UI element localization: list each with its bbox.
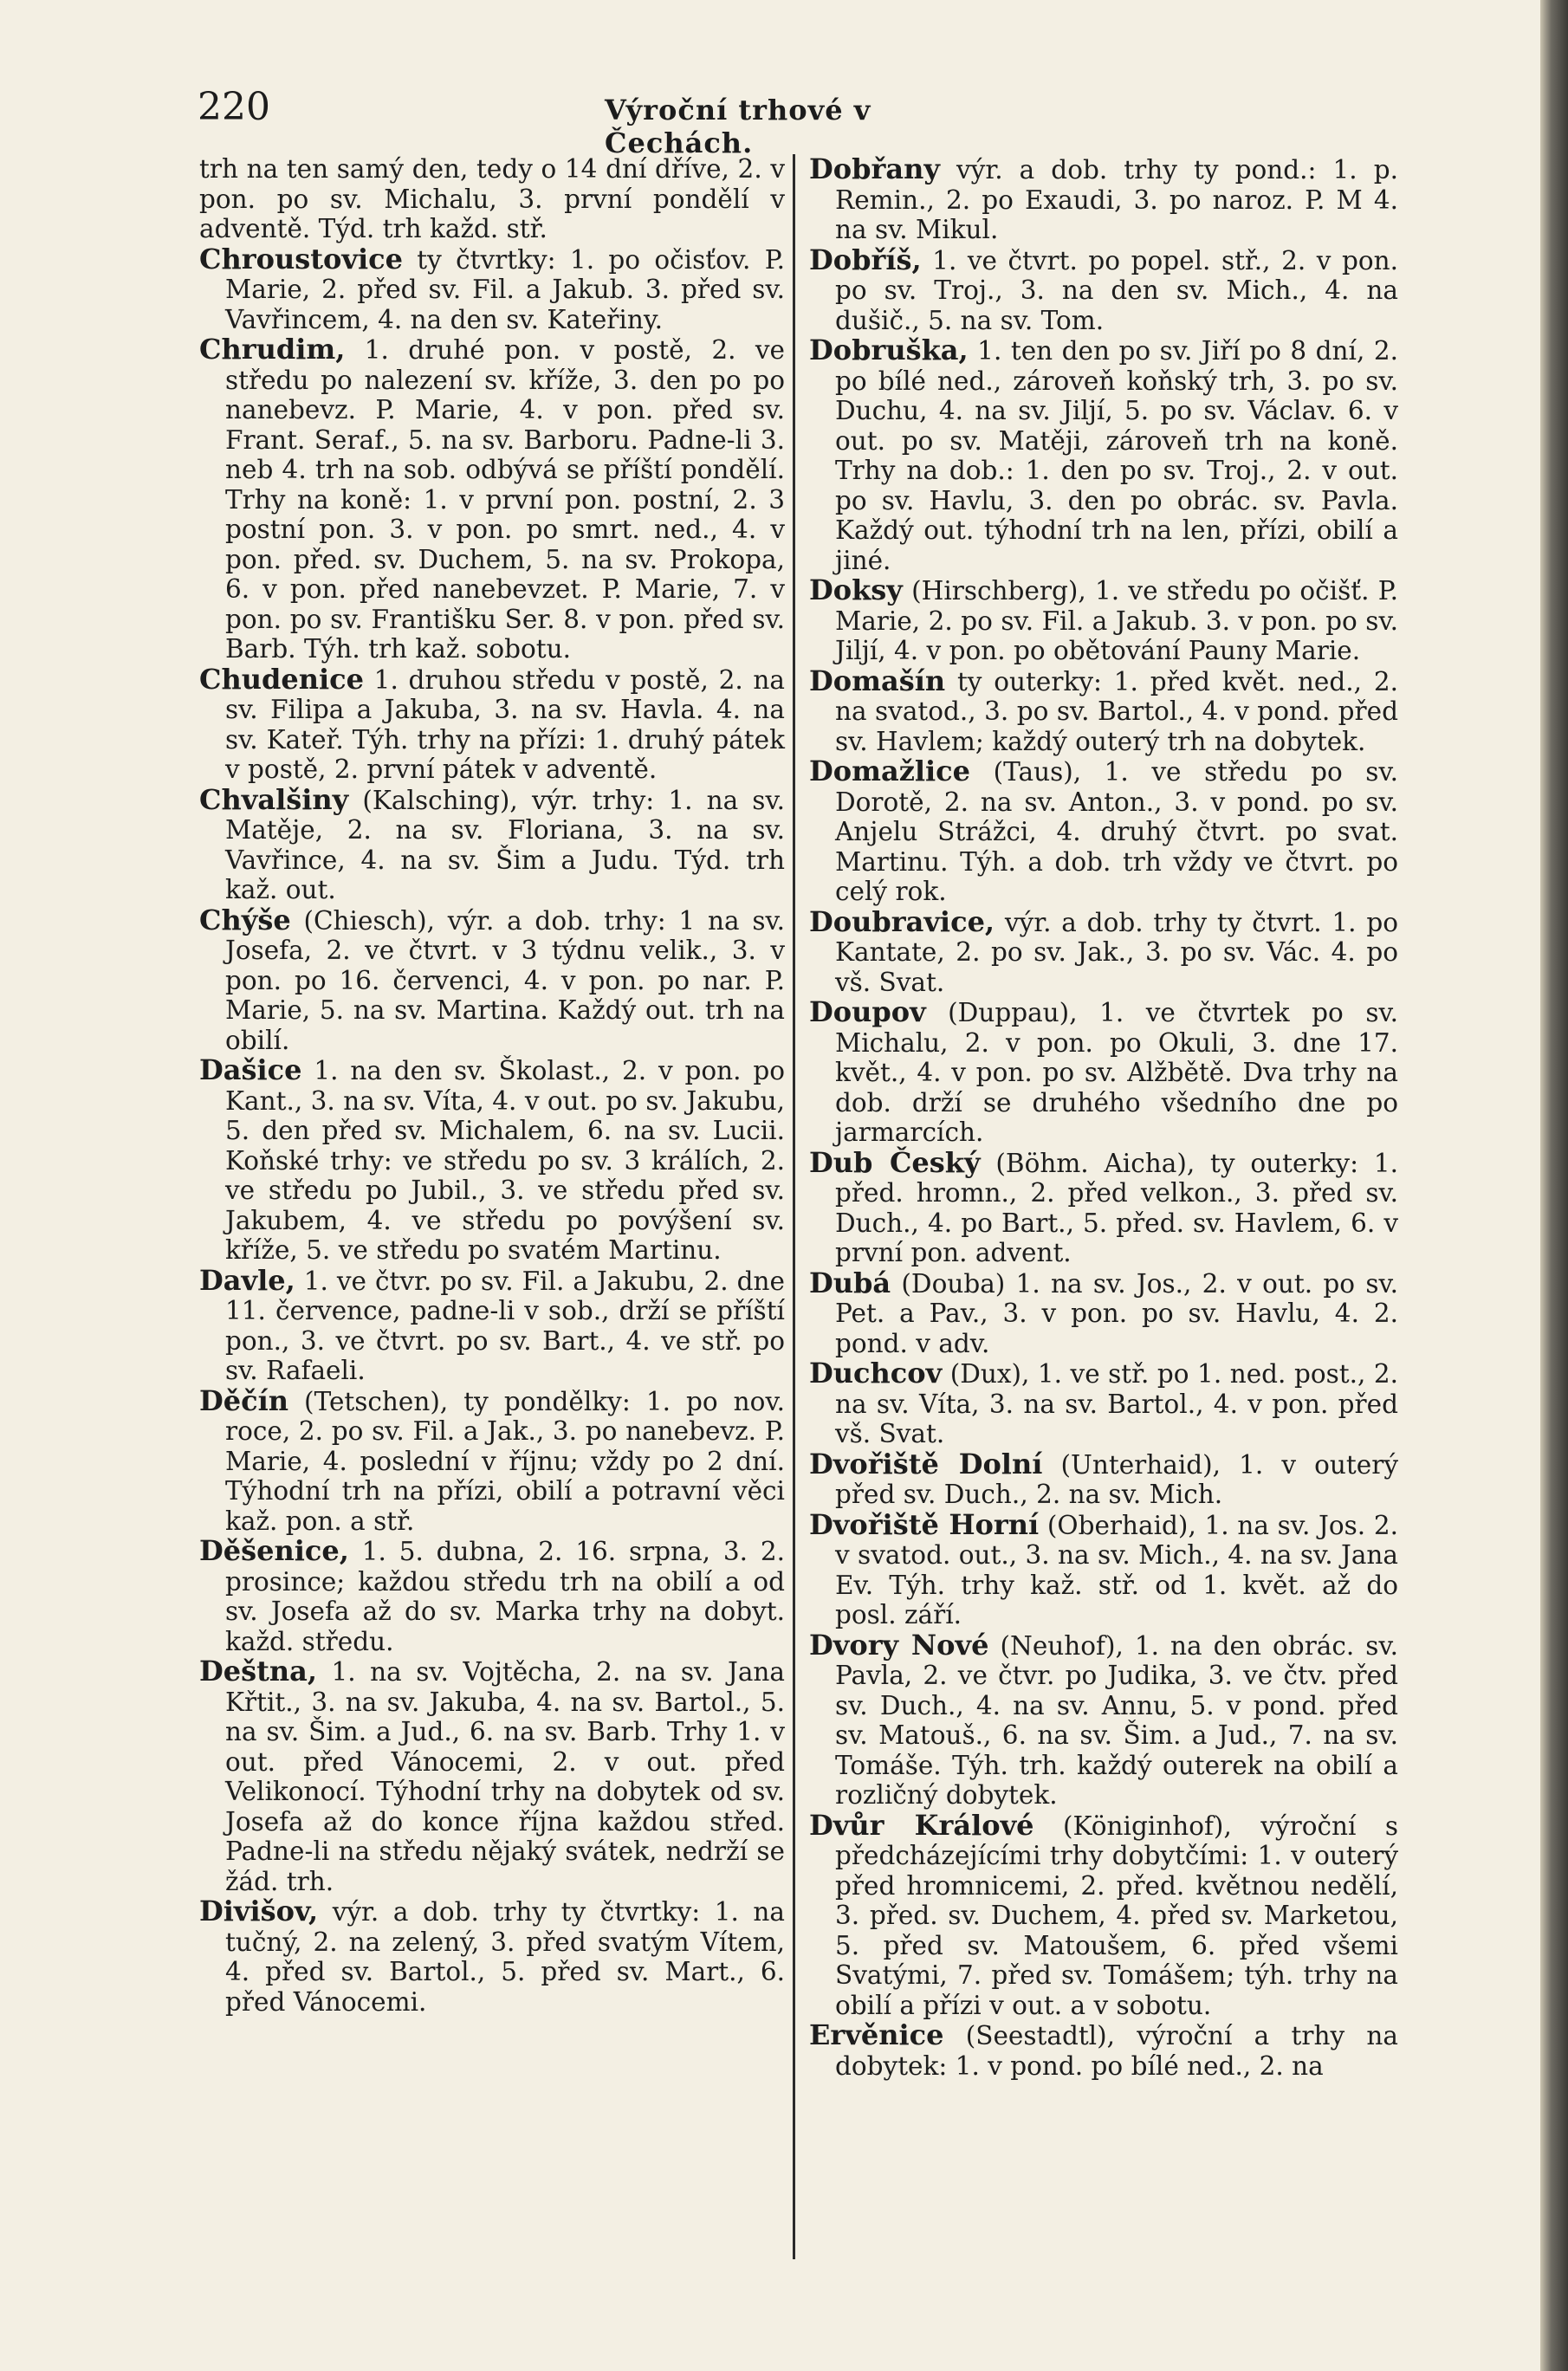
entry-text: 1. ve čtvr. po sv. Fil. a Jakubu, 2. dne 11. července, padne-li v sob., drží se příští pon., 3. ve čtvrt. po sv. Bart., 4. ve stř. po sv. Rafaeli. bbox=[225, 1266, 785, 1385]
entry bbox=[199, 1383, 785, 1537]
running-title: Výroční trhové v Čechách. bbox=[605, 94, 871, 159]
book-spine-edge bbox=[1540, 0, 1568, 2371]
entry bbox=[809, 575, 1398, 666]
entry-text: (Hirschberg), 1. ve středu po očišť. P. Marie, 2. po sv. Fil. a Jakub. 3. v pon. po sv. Jiljí, 4. v pon. po obětování Pauny Marie. bbox=[835, 576, 1398, 665]
left-column bbox=[199, 154, 785, 2017]
entry-text: (Königinhof), výroční s předcházejícími trhy dobytčími: 1. v outerý před hromnicemi, 2. před. květnou nedělí, 3. před. sv. Duchem, 4. před sv. Marketou, 5. před sv. Matoušem, 6. před všemi Svatými, 7. před sv. Tomášem; týh. trhy na obilí a přízi v out. a v sobotu. bbox=[835, 1811, 1398, 2020]
entry bbox=[199, 1536, 785, 1656]
right-column bbox=[809, 154, 1398, 2081]
entry bbox=[199, 334, 785, 664]
entry-headword: Chrudim, bbox=[199, 333, 346, 366]
entry bbox=[199, 782, 785, 905]
entry-text: 1. druhé pon. v postě, 2. ve středu po nalezení sv. kříže, 3. den po po nanebevz. P. Marie, 4. v pon. před sv. Frant. Seraf., 5. na sv. Barboru. Padne-li 3. neb 4. trh na sob. odbývá se příští pondělí. Trhy na koně: 1. v první pon. postní, 2. 3 postní pon. 3. v pon. po smrt. ned., 4. v pon. před. sv. Duchem, 5. na sv. Prokopa, 6. v pon. před nanebevzet. P. Marie, 7. v pon. po sv. Františku Ser. 8. v pon. před sv. Barb. Týh. trh kaž. sobotu. bbox=[225, 335, 785, 664]
entry-headword: Domašín bbox=[809, 664, 946, 697]
entry bbox=[199, 664, 785, 785]
entry bbox=[199, 1656, 785, 1896]
entry bbox=[809, 245, 1398, 336]
entry-text: výr. a dob. trhy ty pond.: 1. p. Remin., 2. po Exaudi, 3. po naroz. P. M 4. na sv. Mikul. bbox=[835, 155, 1398, 244]
entry-headword: Dvůr Králové bbox=[809, 1808, 1034, 1842]
entry bbox=[809, 666, 1398, 757]
entry bbox=[809, 997, 1398, 1148]
entry bbox=[809, 1630, 1398, 1811]
entry bbox=[809, 1507, 1398, 1630]
entry-text: ty čtvrtky: 1. po očisťov. P. Marie, 2. před sv. Fil. a Jakub. 3. před sv. Vavřincem, 4. na den sv. Kateřiny. bbox=[225, 244, 785, 334]
entry bbox=[199, 1055, 785, 1266]
entry-headword: Děčín bbox=[199, 1383, 289, 1417]
entry bbox=[199, 905, 785, 1056]
entry-headword: Dub Český bbox=[809, 1145, 981, 1179]
entry-text: 1. 5. dubna, 2. 16. srpna, 3. 2. prosince; každou středu trh na obilí a od sv. Josefa až do sv. Marka trhy na dobyt. každ. středu. bbox=[225, 1537, 785, 1656]
entry-text: 1. na sv. Vojtěcha, 2. na sv. Jana Křtit., 3. na sv. Jakuba, 4. na sv. Bartol., 5. na sv. Šim. a Jud., 6. na sv. Barb. Trhy 1. v out. před Vánocemi, 2. v out. před Velikonocí. Týhodní trhy na dobytek od sv. Josefa až do konce října každou střed. Padne-li na středu nějaký svátek, nedrží se žád. trh. bbox=[225, 1657, 785, 1896]
entry-headword: Divišov, bbox=[199, 1895, 319, 1927]
entry bbox=[199, 1263, 785, 1386]
entry-text: (Tetschen), ty pondělky: 1. po nov. roce, 2. po sv. Fil. a Jak., 3. po nanebevz. P. Marie, 4. poslední v říjnu; vždy po 2 dní. Týhodní trh na přízi, obilí a potravní věci kaž. pon. a stř. bbox=[225, 1386, 785, 1536]
entry bbox=[809, 2020, 1398, 2081]
entry bbox=[199, 244, 785, 335]
entry-headword: Deštna, bbox=[199, 1655, 318, 1688]
entry-headword: Dobříš, bbox=[809, 243, 922, 276]
entry bbox=[809, 335, 1398, 575]
entry bbox=[809, 1145, 1398, 1268]
entry bbox=[809, 1808, 1398, 2021]
entry-text: (Neuhof), 1. na den obrác. sv. Pavla, 2. ve čtvr. po Judika, 3. ve čtv. před sv. Duch., 4. na sv. Annu, 5. v pond. před sv. Matouš., 6. na sv. Šim. a Jud., 7. na sv. Tomáše. Týh. trh. každý outerek na obilí a rozličný dobytek. bbox=[835, 1630, 1398, 1810]
entry-headword: Dašice bbox=[199, 1053, 302, 1086]
entry-headword: Doupov bbox=[809, 995, 926, 1028]
entry-headword: Dvořiště Dolní bbox=[809, 1447, 1043, 1480]
entry-text: (Douba) 1. na sv. Jos., 2. v out. po sv. Pet. a Pav., 3. v pon. po sv. Havlu, 4. 2. pond. v adv. bbox=[835, 1268, 1398, 1358]
entry-text: 1. druhou středu v postě, 2. na sv. Filipa a Jakuba, 3. na sv. Havla. 4. na sv. Kateř. Týh. trhy na přízi: 1. druhý pátek v postě, 2. první pátek v adventě. bbox=[225, 664, 785, 784]
entry-text: (Duppau), 1. ve čtvrtek po sv. Michalu, 2. v pon. po Okuli, 3. dne 17. květ., 4. v pon. po sv. Alžbětě. Dva trhy na dob. drží se druhého všedního dne po jarmarcích. bbox=[835, 998, 1398, 1147]
continued-entry-text: trh na ten samý den, tedy o 14 dní dříve, 2. v pon. po sv. Michalu, 3. první pondělí v adventě. Týd. trh každ. stř. bbox=[199, 154, 785, 243]
entry-text: 1. ve čtvrt. po popel. stř., 2. v pon. po sv. Troj., 3. na den sv. Mich., 4. na dušič., 5. na sv. Tom. bbox=[835, 245, 1398, 335]
entry-text: (Kalsching), výr. trhy: 1. na sv. Matěje, 2. na sv. Floriana, 3. na sv. Vavřince, 4. na sv. Šim a Judu. Týd. trh kaž. out. bbox=[225, 785, 785, 904]
entry-text: výr. a dob. trhy ty čtvrt. 1. po Kantate, 2. po sv. Jak., 3. po sv. Vác. 4. po vš. Svat. bbox=[835, 907, 1398, 997]
entry-headword: Chudenice bbox=[199, 662, 364, 696]
column-rule bbox=[793, 154, 795, 2259]
entry bbox=[809, 154, 1398, 245]
entry-text: (Taus), 1. ve středu po sv. Dorotě, 2. na sv. Anton., 3. v pond. po sv. Anjelu Strážci, 4. druhý čtvrt. po svat. Martinu. Týh. a dob. trh vždy ve čtvrt. po celý rok. bbox=[835, 757, 1398, 906]
entry bbox=[809, 904, 1398, 998]
entry-headword: Doubravice, bbox=[809, 904, 995, 938]
entry-headword: Chýše bbox=[199, 903, 291, 936]
entry-text: výr. a dob. trhy ty čtvrtky: 1. na tučný, 2. na zelený, 3. před svatým Vítem, 4. před sv. Bartol., 5. před sv. Mart., 6. před Vánocemi. bbox=[225, 1897, 785, 2017]
entry-headword: Dvory Nové bbox=[809, 1628, 989, 1662]
entry-headword: Děšenice, bbox=[199, 1534, 349, 1567]
entry-headword: Chvalšiny bbox=[199, 782, 349, 816]
entry-headword: Duchcov bbox=[809, 1357, 943, 1390]
entry bbox=[199, 1896, 785, 2017]
entry-headword: Chroustovice bbox=[199, 242, 403, 275]
entry-headword: Dobřany bbox=[809, 152, 940, 185]
entry-headword: Doksy bbox=[809, 573, 903, 606]
entry-text: ty outerky: 1. před květ. ned., 2. na svatod., 3. po sv. Bartol., 4. v pond. před sv. Havlem; každý outerý trh na dobytek. bbox=[835, 666, 1398, 756]
entry bbox=[809, 1358, 1398, 1449]
entry-text: (Dux), 1. ve stř. po 1. ned. post., 2. na sv. Víta, 3. na sv. Bartol., 4. v pon. před vš. Svat. bbox=[835, 1359, 1398, 1448]
entry-headword: Davle, bbox=[199, 1263, 295, 1297]
entry-headword: Dobruška, bbox=[809, 334, 969, 366]
entry-headword: Dvořiště Horní bbox=[809, 1507, 1040, 1541]
entry-text: 1. ten den po sv. Jiří po 8 dní, 2. po bílé ned., zároveň koňský trh, 3. po sv. Duchu, 4. na sv. Jiljí, 5. po sv. Václav. 6. v out. po sv. Matěji, zároveň trh na koně. Trhy na dob.: 1. den po sv. Troj., 2. v out. po sv. Havlu, 3. den po obrác. sv. Pavla. Každý out. týhodní trh na len, přízi, obilí a jiné. bbox=[835, 336, 1398, 575]
entry-text: (Seestadtl), výroční a trhy na dobytek: 1. v pond. po bílé ned., 2. na bbox=[835, 2021, 1398, 2081]
page-header bbox=[198, 85, 960, 159]
entry bbox=[809, 756, 1398, 907]
entry-headword: Dubá bbox=[809, 1266, 891, 1299]
page-number: 220 bbox=[198, 85, 270, 129]
entry-text: 1. na den sv. Školast., 2. v pon. po Kant., 3. na sv. Víta, 4. v out. po sv. Jakubu, 5. den před sv. Michalem, 6. na sv. Lucii. Koňské trhy: ve středu po sv. 3 králích, 2. ve středu po Jubil., 3. ve středu před sv. Jakubem, 4. ve středu po povýšení sv. kříže, 5. ve středu po svatém Martinu. bbox=[225, 1056, 785, 1265]
entry bbox=[809, 1268, 1398, 1359]
entry-headword: Domažlice bbox=[809, 755, 971, 787]
entry bbox=[809, 1449, 1398, 1510]
entry-headword: Ervěnice bbox=[809, 2018, 944, 2051]
entry-text: (Oberhaid), 1. na sv. Jos. 2. v svatod. out., 3. na sv. Mich., 4. na sv. Jana Ev. Týh. trhy kaž. stř. od 1. květ. až do posl. září. bbox=[835, 1510, 1398, 1629]
entry-text: (Böhm. Aicha), ty outerky: 1. před. hromn., 2. před velkon., 3. před sv. Duch., 4. po Bart., 5. před. sv. Havlem, 6. v první pon. advent. bbox=[835, 1148, 1398, 1267]
entry-text: (Chiesch), výr. a dob. trhy: 1 na sv. Josefa, 2. ve čtvrt. v 3 týdnu velik., 3. v pon. po 16. červenci, 4. v pon. po nar. P. Marie, 5. na sv. Martina. Každý out. trh na obilí. bbox=[225, 905, 785, 1055]
entry-text: (Unterhaid), 1. v outerý před sv. Duch., 2. na sv. Mich. bbox=[835, 1449, 1398, 1509]
